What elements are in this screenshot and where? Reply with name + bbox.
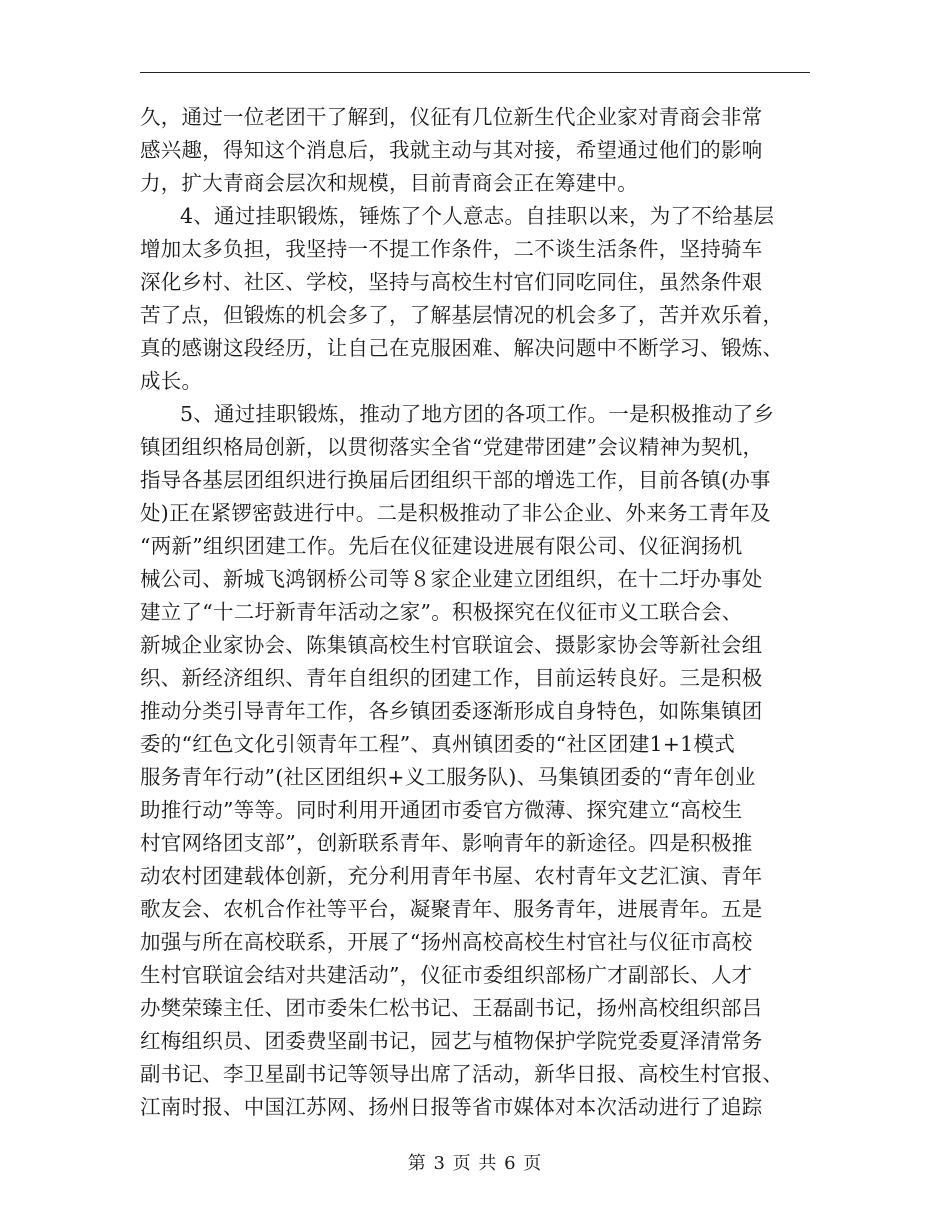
text-line: 械公司、新城飞鸿钢桥公司等８家企业建立团组织，在十二圩办事处 [140,567,763,591]
text-line: 歌友会、农机合作社等平台，凝聚青年、服务青年，进展青年。五是 [140,897,763,921]
text-line: 久，通过一位老团干了解到，仪征有几位新生代企业家对青商会非常 [140,105,763,129]
text-line: 动农村团建载体创新，充分利用青年书屋、农村青年文艺汇演、青年 [140,864,763,888]
text-line: 新城企业家协会、陈集镇高校生村官联谊会、摄影家协会等新社会组 [140,633,763,657]
text-line: 成长。 [140,369,203,393]
header-rule [140,72,810,73]
text-line: 4、通过挂职锻炼，锤炼了个人意志。自挂职以来，为了不给基层 [180,204,775,228]
text-line: 红梅组织员、团委费坚副书记，园艺与植物保护学院党委夏泽清常务 [140,1029,763,1053]
text-line: 织、新经济组织、青年自组织的团建工作，目前运转良好。三是积极 [140,666,763,690]
text-line: 真的感谢这段经历，让自己在克服困难、解决问题中不断学习、锻炼、 [140,336,784,360]
text-line: 副书记、李卫星副书记等领导出席了活动，新华日报、高校生村官报、 [140,1062,784,1086]
text-line: 苦了点，但锻炼的机会多了，了解基层情况的机会多了，苦并欢乐着， [140,303,784,327]
text-line: 镇团组织格局创新，以贯彻落实全省“党建带团建”会议精神为契机， [140,435,764,459]
text-line: 村官网络团支部”，创新联系青年、影响青年的新途径。四是积极推 [140,831,753,855]
text-line: 建立了“十二圩新青年活动之家”。积极探究在仪征市义工联合会、 [140,600,743,624]
text-line: 办樊荣臻主任、团市委朱仁松书记、王磊副书记，扬州高校组织部吕 [140,996,763,1020]
text-line: 指导各基层团组织进行换届后团组织干部的增选工作，目前各镇(办事 [140,468,771,492]
text-line: 处)正在紧锣密鼓进行中。二是积极推动了非公企业、外来务工青年及 [140,501,771,525]
page-number-footer: 第 3 页 共 6 页 [407,1153,543,1174]
text-line: 力，扩大青商会层次和规模，目前青商会正在筹建中。 [140,171,638,195]
text-line: 增加太多负担，我坚持一不提工作条件，二不谈生活条件，坚持骑车 [140,237,763,261]
text-line: 深化乡村、社区、学校，坚持与高校生村官们同吃同住，虽然条件艰 [140,270,763,294]
text-line: 推动分类引导青年工作，各乡镇团委逐渐形成自身特色，如陈集镇团 [140,699,763,723]
text-line: “两新”组织团建工作。先后在仪征建设进展有限公司、仪征润扬机 [140,534,743,558]
text-line: 服务青年行动”(社区团组织+义工服务队)、马集镇团委的“青年创业 [140,765,756,789]
text-line: 加强与所在高校联系，开展了“扬州高校高校生村官社与仪征市高校 [140,930,753,954]
text-line: 助推行动”等等。同时利用开通团市委官方微薄、探究建立“高校生 [140,798,743,822]
text-line: 委的“红色文化引领青年工程”、真州镇团委的“社区团建1+1模式 [140,732,735,756]
text-line: 生村官联谊会结对共建活动”，仪征市委组织部杨广才副部长、人才 [140,963,753,987]
text-line: 江南时报、中国江苏网、扬州日报等省市媒体对本次活动进行了追踪 [140,1095,763,1119]
text-line: 5、通过挂职锻炼，推动了地方团的各项工作。一是积极推动了乡 [180,402,775,426]
text-line: 感兴趣，得知这个消息后，我就主动与其对接，希望通过他们的影响 [140,138,763,162]
